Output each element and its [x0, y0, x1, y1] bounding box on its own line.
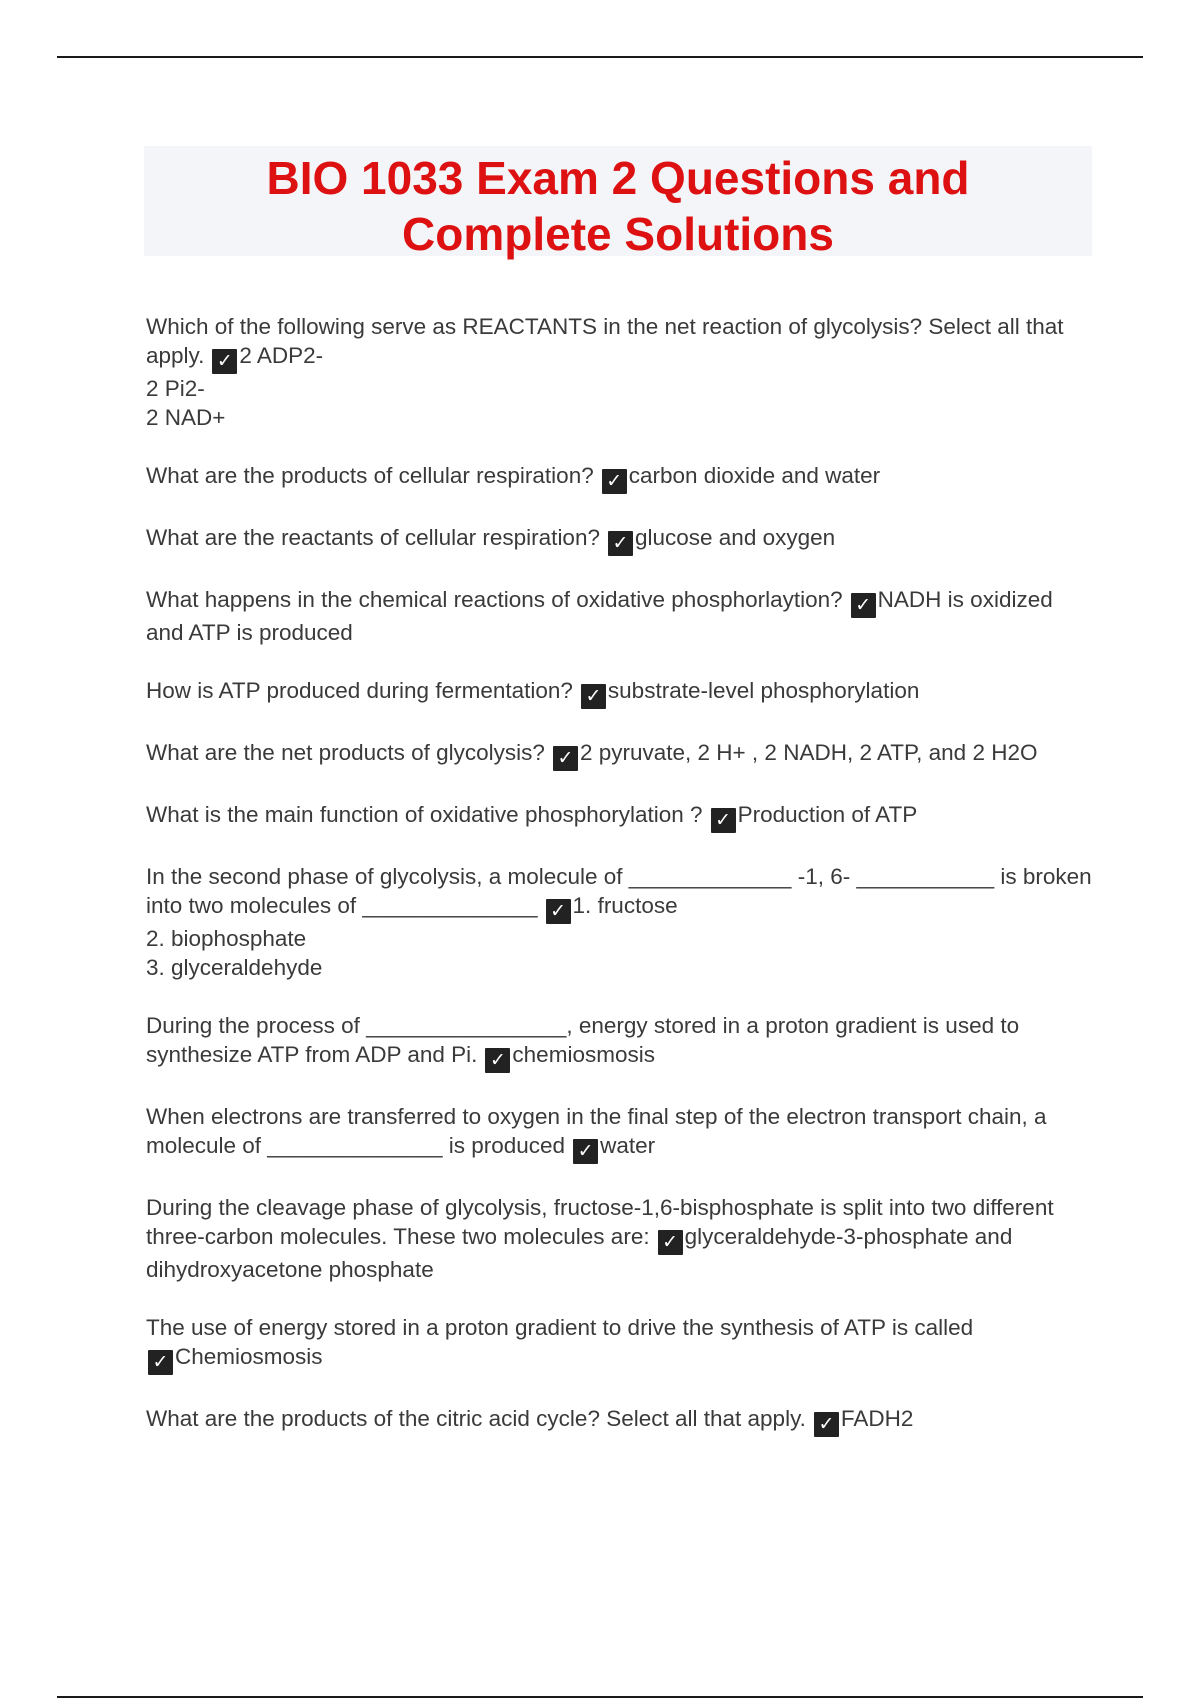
answer-text: water: [600, 1133, 656, 1158]
qa-item-7: [146, 800, 1096, 833]
question-text: Which of the following serve as REACTANTS in the net reaction of glycolysis? Select all that apply.: [146, 314, 1064, 368]
checkmark-icon: ✓: [573, 1139, 598, 1164]
qa-item-13: [146, 1404, 1096, 1437]
question-text: When electrons are transferred to oxygen in the final step of the electron transport chain, a molecule of ______________ is produced: [146, 1104, 1047, 1158]
question-text: How is ATP produced during fermentation?: [146, 678, 573, 703]
checkmark-icon: ✓: [602, 469, 627, 494]
answer-line: [146, 1342, 1096, 1375]
question-text: What are the reactants of cellular respiration?: [146, 525, 600, 550]
checkmark-icon: ✓: [851, 593, 876, 618]
answer-text: glyceraldehyde-3-phosphate and dihydroxyacetone phosphate: [146, 1224, 1013, 1282]
qa-item-8: [146, 862, 1096, 982]
question-text: In the second phase of glycolysis, a molecule of _____________ -1, 6- ___________ is broken into two molecules of ______________: [146, 864, 1092, 918]
answer-text: chemiosmosis: [512, 1042, 655, 1067]
question-text: The use of energy stored in a proton gradient to drive the synthesis of ATP is called: [146, 1315, 974, 1340]
checkmark-icon: ✓: [212, 349, 237, 374]
question-text: What are the net products of glycolysis?: [146, 740, 545, 765]
question-text: What is the main function of oxidative phosphorylation ?: [146, 802, 703, 827]
answer-text: substrate-level phosphorylation: [607, 678, 920, 703]
qa-item-6: [146, 738, 1096, 771]
qa-item-10: [146, 1102, 1096, 1164]
question-text: During the cleavage phase of glycolysis, fructose-1,6-bisphosphate is split into two different three-carbon molecules. These two molecules are:: [146, 1195, 1054, 1249]
answer-text: 2 Pi2-: [146, 376, 205, 401]
question-list: [146, 312, 1096, 1466]
document-title-line-2: Complete Solutions: [402, 208, 834, 260]
answer-text: NADH is oxidized and ATP is produced: [146, 587, 1053, 645]
checkmark-icon: ✓: [658, 1230, 683, 1255]
question-text: During the process of ________________, energy stored in a proton gradient is used to synthesize ATP from ADP and Pi.: [146, 1013, 1020, 1067]
answer-text: FADH2: [840, 1406, 914, 1431]
qa-item-5: [146, 676, 1096, 709]
checkmark-icon: ✓: [553, 746, 578, 771]
bottom-rule: [57, 1696, 1143, 1698]
answer-text: carbon dioxide and water: [628, 463, 881, 488]
answer-text: 2 pyruvate, 2 H+ , 2 NADH, 2 ATP, and 2 H2O: [579, 740, 1038, 765]
qa-item-2: [146, 461, 1096, 494]
question-text: What are the products of the citric acid cycle? Select all that apply.: [146, 1406, 806, 1431]
title-banner: [144, 146, 1092, 260]
qa-item-9: [146, 1011, 1096, 1073]
answer-text: Production of ATP: [737, 802, 918, 827]
top-rule: [57, 56, 1143, 58]
checkmark-icon: ✓: [148, 1350, 173, 1375]
document-title-line-1: BIO 1033 Exam 2 Questions and: [266, 152, 970, 204]
qa-item-1: [146, 312, 1096, 432]
answer-text: Chemiosmosis: [175, 1344, 323, 1369]
answer-text: 2. biophosphate: [146, 926, 307, 951]
answer-text: glucose and oxygen: [634, 525, 836, 550]
checkmark-icon: ✓: [581, 684, 606, 709]
qa-item-11: [146, 1193, 1096, 1284]
checkmark-icon: ✓: [814, 1412, 839, 1437]
answer-text: 2 ADP2-: [239, 343, 324, 368]
checkmark-icon: ✓: [546, 899, 571, 924]
checkmark-icon: ✓: [485, 1048, 510, 1073]
question-text: What happens in the chemical reactions of oxidative phosphorlaytion?: [146, 587, 843, 612]
qa-item-3: [146, 523, 1096, 556]
answer-text: 1. fructose: [572, 893, 678, 918]
qa-item-12: [146, 1313, 1096, 1375]
checkmark-icon: ✓: [608, 531, 633, 556]
qa-item-4: [146, 585, 1096, 647]
question-text: What are the products of cellular respiration?: [146, 463, 594, 488]
answer-text: 3. glyceraldehyde: [146, 955, 323, 980]
checkmark-icon: ✓: [711, 808, 736, 833]
answer-text: 2 NAD+: [146, 405, 226, 430]
